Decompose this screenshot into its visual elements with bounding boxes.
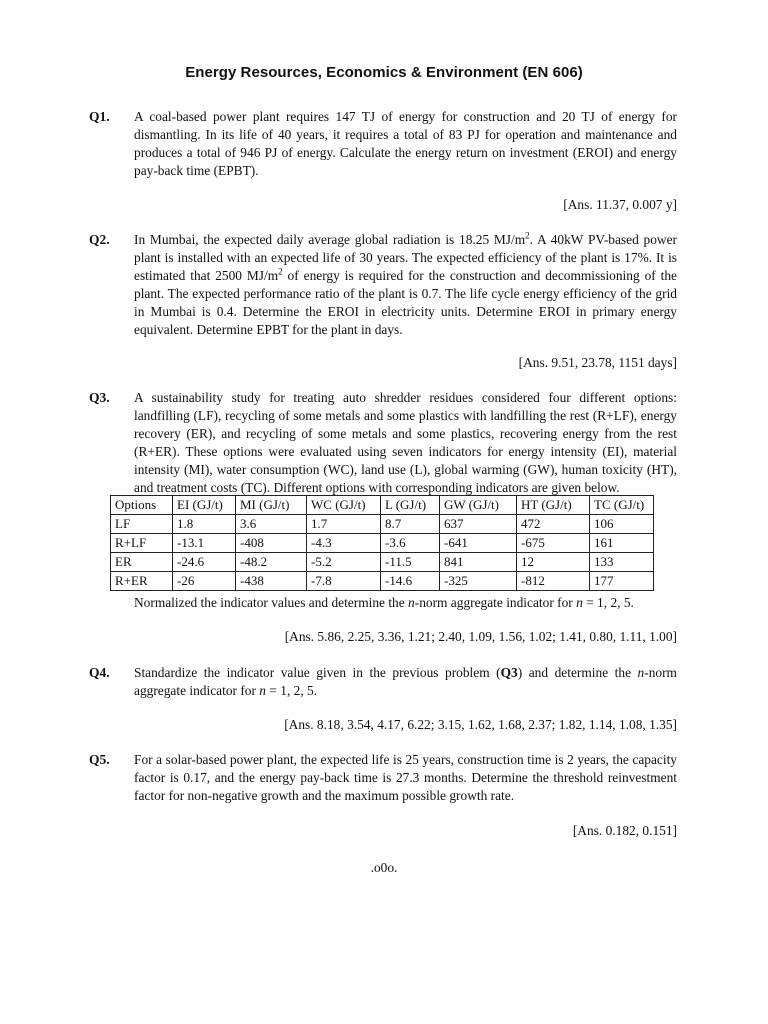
- question-text: In Mumbai, the expected daily average global radiation is 18.25 $MJ/m^2$. A 40kW PV-based power plant is installed with an expected life of 30 years. The expected efficiency of the plant is 17%. It is estimated that 2500 $MJ/m^2$ of energy is required for the construction and decommissioning of the plant. The expected performance ratio of the plant is 0.7. The life cycle energy efficiency of the grid in Mumbai is 0.4. Determine the EROI in electricity units. Determine EROI in primary energy equivalent. Determine EPBT for the plant in days.: [134, 230, 677, 337]
- table-cell: R+ER: [111, 572, 173, 591]
- question-number: Q2.: [89, 232, 110, 247]
- table-cell: -26: [173, 572, 236, 591]
- column-header: L (GJ/t): [381, 496, 440, 515]
- end-mark: .o0o.: [370, 860, 398, 875]
- column-header: MI (GJ/t): [236, 496, 307, 515]
- answer: [Ans. 9.51, 23.78, 1151 days]: [518, 355, 677, 370]
- table-cell: -3.6: [381, 534, 440, 553]
- table-cell: -4.3: [307, 534, 381, 553]
- table-cell: -7.8: [307, 572, 381, 591]
- question-text: A sustainability study for treating auto shredder residues considered four different options: landfilling (LF), recycling of some metals and some plastics with landfilling the rest (R+LF), energy recovery (ER), and recycling of some metals and some plastics, recovering energy from the rest (R+ER). These options were evaluated using seven indicators for energy intensity (EI), material intensity (MI), water consumption (WC), land use (L), global warming (GW), human toxicity (HT), and treatment costs (TC). Different options with corresponding indicators are given below.: [134, 390, 677, 495]
- table-cell: 3.6: [236, 515, 307, 534]
- table-cell: R+LF: [111, 534, 173, 553]
- table-cell: -14.6: [381, 572, 440, 591]
- column-header: TC (GJ/t): [590, 496, 654, 515]
- table-cell: -11.5: [381, 553, 440, 572]
- table-cell: -408: [236, 534, 307, 553]
- table-cell: -438: [236, 572, 307, 591]
- question-text: A coal-based power plant requires 147 TJ of energy for construction and 20 TJ of energy for dismantling. In its life of 40 years, it requires a total of 83 PJ for operation and maintenance and produces a total of 946 PJ of energy. Calculate the energy return on investment (EROI) and energy pay-back time (EPBT).: [134, 109, 677, 178]
- table-cell: 841: [440, 553, 517, 572]
- table-cell: 1.7: [307, 515, 381, 534]
- table-row: [111, 515, 654, 534]
- question-number: Q3.: [89, 390, 110, 405]
- table-cell: 177: [590, 572, 654, 591]
- answer: [Ans. 5.86, 2.25, 3.36, 1.21; 2.40, 1.09, 1.56, 1.02; 1.41, 0.80, 1.11, 1.00]: [284, 629, 677, 644]
- indicator-table: [110, 495, 654, 591]
- table-cell: -13.1: [173, 534, 236, 553]
- table-cell: -5.2: [307, 553, 381, 572]
- table-cell: 161: [590, 534, 654, 553]
- table-cell: -48.2: [236, 553, 307, 572]
- table-cell: 637: [440, 515, 517, 534]
- column-header: EI (GJ/t): [173, 496, 236, 515]
- table-header-row: [111, 496, 654, 515]
- table-cell: 1.8: [173, 515, 236, 534]
- question-text: Normalized the indicator values and determine the n-norm aggregate indicator for n = 1, 2, 5.: [134, 595, 634, 610]
- answer: [Ans. 0.182, 0.151]: [572, 823, 677, 838]
- column-header: GW (GJ/t): [440, 496, 517, 515]
- question-number: Q5.: [89, 752, 110, 767]
- table-row: [111, 572, 654, 591]
- answer: [Ans. 8.18, 3.54, 4.17, 6.22; 3.15, 1.62, 1.68, 2.37; 1.82, 1.14, 1.08, 1.35]: [284, 717, 677, 732]
- question-number: Q1.: [89, 109, 110, 124]
- answer: [Ans. 11.37, 0.007 y]: [563, 197, 677, 212]
- table-cell: -675: [517, 534, 590, 553]
- table-cell: -24.6: [173, 553, 236, 572]
- table-cell: 106: [590, 515, 654, 534]
- table-row: [111, 553, 654, 572]
- table-cell: -641: [440, 534, 517, 553]
- table-cell: -325: [440, 572, 517, 591]
- question-text: For a solar-based power plant, the expected life is 25 years, construction time is 2 years, the capacity factor is 0.17, and the energy pay-back time is 27.3 months. Determine the threshold reinvestment factor for non-negative growth and the maximum possible growth rate.: [134, 752, 677, 803]
- question-number: Q4.: [89, 665, 110, 680]
- table-cell: ER: [111, 553, 173, 572]
- table-row: [111, 534, 654, 553]
- table-cell: LF: [111, 515, 173, 534]
- table-cell: 8.7: [381, 515, 440, 534]
- column-header: HT (GJ/t): [517, 496, 590, 515]
- table-cell: 133: [590, 553, 654, 572]
- table-cell: -812: [517, 572, 590, 591]
- table-cell: 12: [517, 553, 590, 572]
- page-title: Energy Resources, Economics & Environment (EN 606): [185, 64, 583, 81]
- question-text: Standardize the indicator value given in the previous problem (Q3) and determine the n-norm aggregate indicator for n = 1, 2, 5.: [134, 665, 677, 698]
- column-header: WC (GJ/t): [307, 496, 381, 515]
- table-cell: 472: [517, 515, 590, 534]
- column-header: Options: [111, 496, 173, 515]
